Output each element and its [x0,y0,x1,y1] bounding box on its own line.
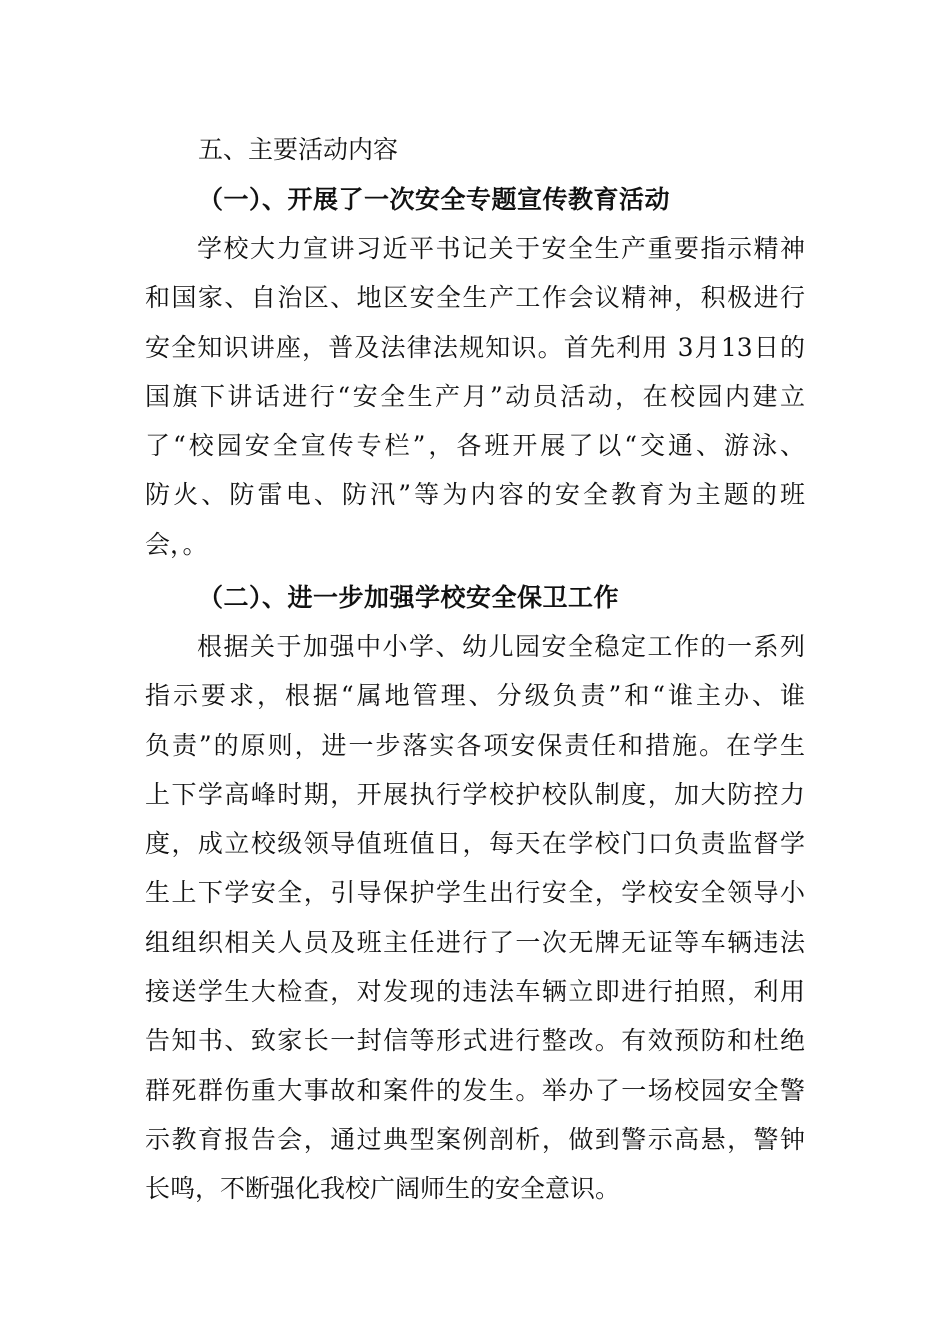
paragraph-line: 上下学高峰时期，开展执行学校护校队制度，加大防控力 [145,779,805,809]
paragraph-line: 了“校园安全宣传专栏”，各班开展了以“交通、游泳、 [145,431,805,461]
paragraph-line: 接送学生大检查，对发现的违法车辆立即进行拍照，利用 [145,977,805,1007]
paragraph-line: 根据关于加强中小学、幼儿园安全稳定工作的一系列 [197,632,805,661]
paragraph-line: 群死群伤重大事故和案件的发生。举办了一场校园安全警 [145,1075,805,1105]
paragraph-line: 生上下学安全，引导保护学生出行安全，学校安全领导小 [145,878,805,908]
section1-title: （一）、开展了一次安全专题宣传教育活动 [198,185,671,214]
paragraph-line: 长鸣，不断强化我校广阔师生的安全意识。 [145,1174,621,1204]
section1-paragraph [145,224,805,569]
paragraph-line: 和国家、自治区、地区安全生产工作会议精神，积极进行 [145,283,805,313]
paragraph-line: 组组织相关人员及班主任进行了一次无牌无证等车辆违法 [145,927,805,957]
paragraph-line: 指示要求，根据“属地管理、分级负责”和“谁主办、谁 [145,681,805,711]
paragraph-line: 会，。 [145,529,208,559]
paragraph-line: 安全知识讲座，普及法律法规知识。首先利用 3月13日的 [145,332,805,362]
paragraph-line: 示教育报告会，通过典型案例剖析，做到警示高悬，警钟 [145,1124,805,1154]
paragraph-line: 告知书、致家长一封信等形式进行整改。有效预防和杜绝 [145,1026,805,1056]
paragraph-line: 学校大力宣讲习近平书记关于安全生产重要指示精神 [197,234,805,263]
section2-title: （二）、进一步加强学校安全保卫工作 [198,583,620,612]
paragraph-line: 负责”的原则，进一步落实各项安保责任和措施。在学生 [145,730,805,760]
section-heading-main: 五、主要活动内容 [198,135,399,164]
paragraph-line: 国旗下讲话进行“安全生产月”动员活动，在校园内建立 [145,381,805,411]
paragraph-line: 防火、防雷电、防汛”等为内容的安全教育为主题的班 [145,480,805,510]
section2-paragraph [145,622,805,1214]
paragraph-line: 度，成立校级领导值班值日，每天在学校门口负责监督学 [145,829,805,859]
